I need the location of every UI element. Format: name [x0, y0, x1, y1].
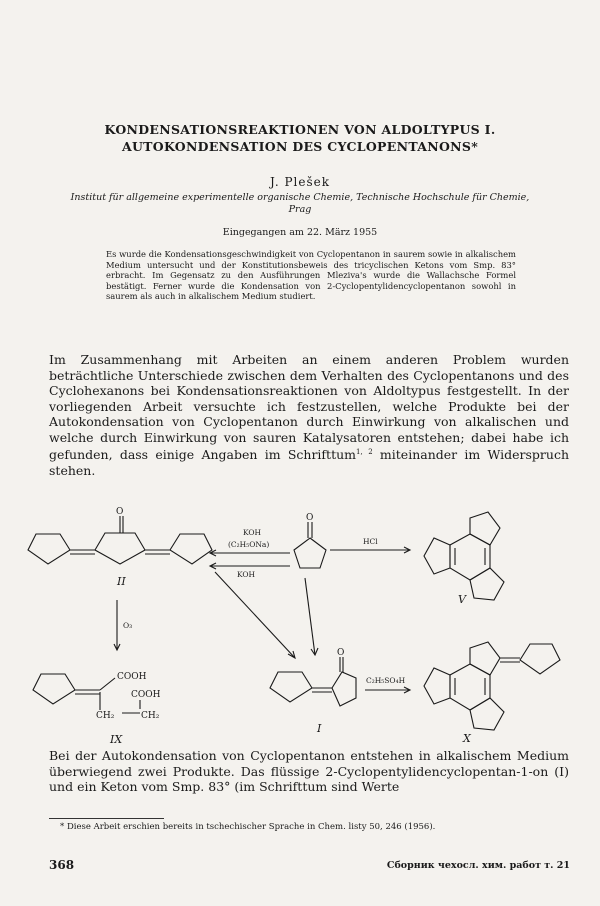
carboxyl-group-1: COOH	[117, 672, 147, 682]
received-date: Eingegangen am 22. März 1955	[222, 227, 378, 238]
arrow-to-X	[365, 687, 410, 693]
abstract: Es wurde die Kondensationsgeschwindigkeit von Cyclopentanon in saurem sowie in alkalischem Medium untersucht und der Konstitutionsbeweis des tricyclischen Ketons vom Smp. 83° erbracht. Im Gegensatz zu den Ausführungen Mleziva's wurde die Wallachsche Formel bestätigt. Ferner wurde die Kondensation von 2-Cyclopentylidencyclopentanon sowohl in saurem als auch in alkalischem Medium studiert.	[106, 249, 516, 302]
compound-X-structure	[424, 642, 560, 730]
body-paragraph-1	[49, 352, 569, 478]
footnote: * Diese Arbeit erschien bereits in tschechischer Sprache in Chem. listy 50, 246 (1956).	[60, 822, 436, 832]
reagent-ozone: O₃	[123, 621, 133, 630]
body-paragraph-1-tail: miteinander im Widerspruch stehen.	[49, 447, 569, 478]
compound-II-structure	[28, 516, 212, 564]
compound-label-II: II	[117, 575, 126, 588]
journal-reference: Сборник чехосл. хим. работ т. 21	[386, 860, 570, 871]
reference-superscript: 1, 2	[356, 448, 373, 456]
institute-affiliation: Institut für allgemeine experimentelle organische Chemie, Technische Hochschule für Chemie, Prag	[70, 192, 530, 215]
body-paragraph-1-text: Im Zusammenhang mit Arbeiten an einem anderen Problem wurden beträchtliche Unterschiede zwischen dem Verhalten des Cyclopentanons und des Cyclohexanons bei Kondensationsreaktionen von Aldoltypus festgestellt. In der vorliegenden Arbeit versuchte ich festzustellen, welche Produkte bei der Autokondensation von Cyclopentanon durch Einwirkung von alkalischen und welche durch Einwirkung von sauren Katalysatoren entstehen; dabei habe ich gefunden, dass einige Angaben im Schrifttum	[49, 352, 569, 463]
methylene-right: CH₂	[141, 711, 160, 721]
methylene-left: CH₂	[96, 711, 115, 721]
compound-V-structure	[424, 512, 504, 600]
paper-title-line-1: KONDENSATIONSREAKTIONEN VON ALDOLTYPUS I.	[104, 122, 496, 137]
compound-label-I: I	[317, 722, 322, 735]
oxygen-atom-cyclopentanone: O	[306, 513, 314, 523]
compound-label-IX: IX	[110, 733, 123, 746]
arrows-to-I	[215, 572, 318, 658]
reagent-hcl: HCl	[363, 537, 378, 546]
reagent-sulfuric-acid: C₂H₅SO₄H	[366, 676, 406, 685]
reagent-koh-bottom: KOH	[237, 570, 256, 579]
cyclopentanone-structure	[294, 522, 326, 568]
reagent-sodium-ethoxide: (C₂H₅ONa)	[228, 540, 270, 549]
footnote-divider	[49, 818, 164, 819]
body-paragraph-2: Bei der Autokondensation von Cyclopentanon entstehen in alkalischem Medium überwiegend zwei Produkte. Das flüssige 2-Cyclopentylidencyclopentan-1-on (I) und ein Keton vom Smp. 83° (im Schrifttum sind Werte	[49, 748, 569, 794]
compound-label-X: X	[463, 732, 471, 745]
carboxyl-group-2: COOH	[131, 690, 161, 700]
page-number: 368	[49, 858, 75, 872]
arrow-to-II	[210, 550, 290, 569]
reaction-scheme	[0, 500, 600, 750]
reagent-koh-top: KOH	[243, 528, 262, 537]
arrow-to-V	[330, 547, 410, 553]
oxygen-atom-I: O	[337, 648, 345, 658]
compound-I-structure	[270, 657, 356, 706]
compound-label-V: V	[458, 593, 466, 606]
oxygen-atom-II: O	[116, 507, 124, 517]
paper-title-line-2: AUTOKONDENSATION DES CYCLOPENTANONS*	[121, 139, 479, 154]
author-name: J. Plešek	[269, 175, 331, 189]
arrow-ozonolysis	[114, 600, 120, 650]
